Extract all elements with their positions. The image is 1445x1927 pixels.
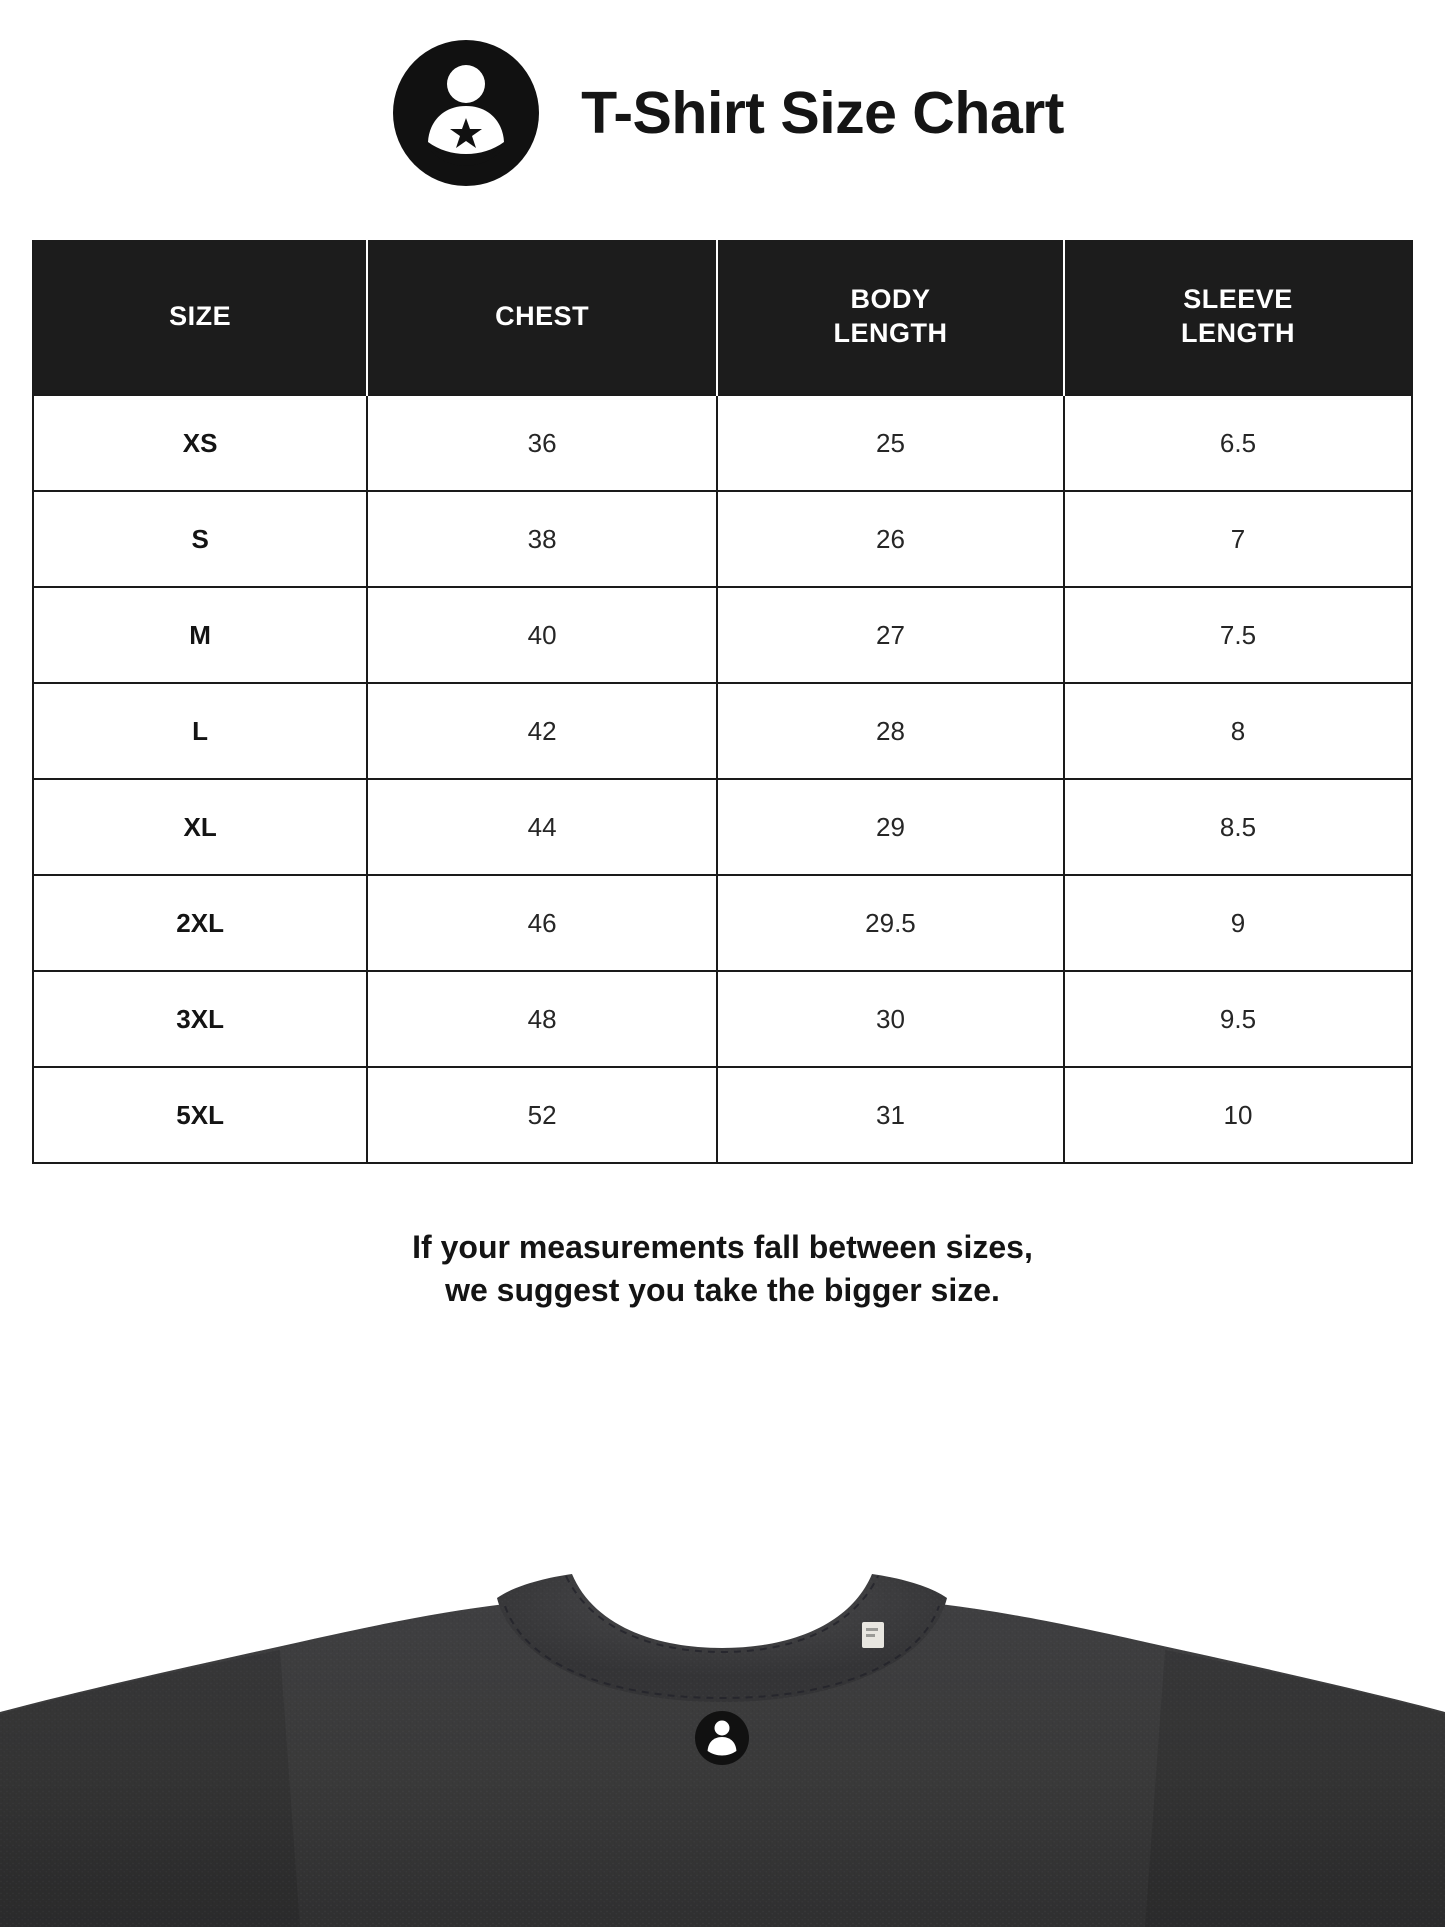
cell-body-length: 30 — [717, 971, 1064, 1067]
table-row — [34, 587, 1411, 683]
table-row — [34, 491, 1411, 587]
cell-sleeve-length: 7.5 — [1064, 587, 1411, 683]
cell-chest: 40 — [367, 587, 717, 683]
cell-sleeve-length: 8 — [1064, 683, 1411, 779]
column-header-size-line1: SIZE — [169, 301, 232, 332]
table-row — [34, 1067, 1411, 1162]
cell-chest: 36 — [367, 395, 717, 491]
table-row — [34, 875, 1411, 971]
tshirt-photo — [0, 1562, 1445, 1927]
cell-size: XL — [34, 779, 367, 875]
sizing-note-line-2: we suggest you take the bigger size. — [445, 1272, 1000, 1309]
page-title: T-Shirt Size Chart — [581, 79, 1064, 146]
table-row — [34, 683, 1411, 779]
cell-size: L — [34, 683, 367, 779]
cell-sleeve-length: 10 — [1064, 1067, 1411, 1162]
person-in-circle-logo-icon — [391, 38, 541, 188]
cell-chest: 52 — [367, 1067, 717, 1162]
table-row — [34, 395, 1411, 491]
cell-sleeve-length: 6.5 — [1064, 395, 1411, 491]
size-table — [34, 240, 1411, 1162]
cell-size: XS — [34, 395, 367, 491]
column-header-sleeve-length — [1064, 240, 1411, 395]
cell-chest: 38 — [367, 491, 717, 587]
table-header-row — [34, 240, 1411, 395]
cell-sleeve-length: 9 — [1064, 875, 1411, 971]
cell-body-length: 31 — [717, 1067, 1064, 1162]
cell-body-length: 27 — [717, 587, 1064, 683]
cell-body-length: 29.5 — [717, 875, 1064, 971]
cell-chest: 44 — [367, 779, 717, 875]
column-header-sleeve-length-line1: SLEEVE — [1183, 284, 1293, 315]
cell-size: 3XL — [34, 971, 367, 1067]
cell-sleeve-length: 7 — [1064, 491, 1411, 587]
cell-chest: 46 — [367, 875, 717, 971]
sizing-note — [0, 1226, 1445, 1312]
cell-body-length: 25 — [717, 395, 1064, 491]
size-table-container — [32, 240, 1413, 1164]
column-header-chest-line1: CHEST — [495, 301, 590, 332]
column-header-chest — [367, 240, 717, 395]
column-header-body-length-line2: LENGTH — [833, 318, 948, 348]
cell-size: 5XL — [34, 1067, 367, 1162]
column-header-body-length — [717, 240, 1064, 395]
cell-sleeve-length: 8.5 — [1064, 779, 1411, 875]
sizing-note-line-1: If your measurements fall between sizes, — [412, 1229, 1033, 1265]
column-header-size — [34, 240, 367, 395]
column-header-body-length-line1: BODY — [850, 284, 931, 315]
cell-size: M — [34, 587, 367, 683]
page-header — [0, 0, 1445, 188]
cell-chest: 42 — [367, 683, 717, 779]
column-header-sleeve-length-line2: LENGTH — [1180, 318, 1295, 348]
cell-size: S — [34, 491, 367, 587]
cell-body-length: 28 — [717, 683, 1064, 779]
cell-body-length: 26 — [717, 491, 1064, 587]
cell-body-length: 29 — [717, 779, 1064, 875]
cell-sleeve-length: 9.5 — [1064, 971, 1411, 1067]
table-row — [34, 779, 1411, 875]
cell-chest: 48 — [367, 971, 717, 1067]
cell-size: 2XL — [34, 875, 367, 971]
table-row — [34, 971, 1411, 1067]
